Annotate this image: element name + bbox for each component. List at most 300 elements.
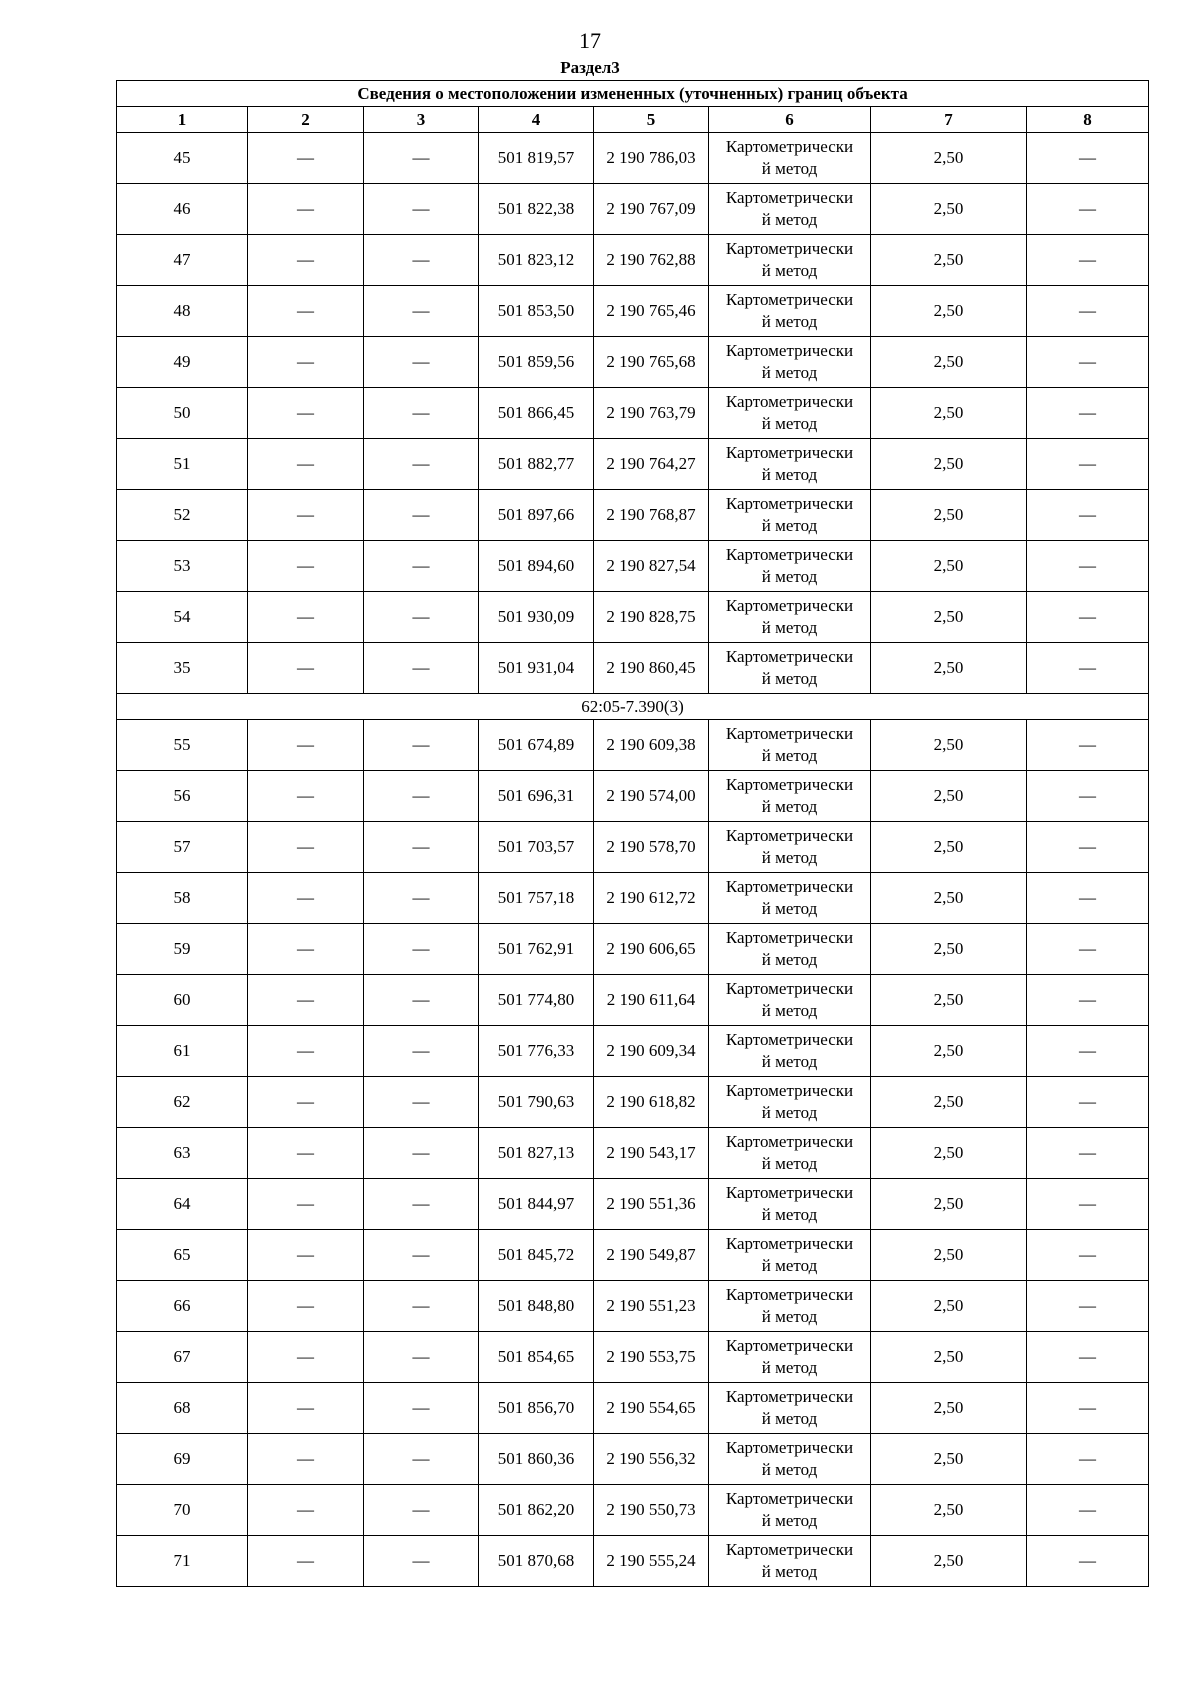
method-line-1: Картометрически [725, 494, 854, 513]
dash-cell: — [248, 771, 364, 822]
dash-cell: — [1027, 1434, 1149, 1485]
method-line-2: й метод [761, 848, 818, 867]
x-coordinate-cell: 501 848,80 [479, 1281, 594, 1332]
method-cell [709, 1128, 871, 1179]
method-line-1: Картометрически [725, 1387, 854, 1406]
table-body [117, 133, 1149, 1587]
group-label-row [117, 694, 1149, 720]
method-cell [709, 1230, 871, 1281]
method-line-2: й метод [761, 1358, 818, 1377]
dash-cell: — [248, 1026, 364, 1077]
column-header-6: 6 [709, 107, 871, 133]
method-line-1: Картометрически [725, 1183, 854, 1202]
dash-cell: — [248, 1179, 364, 1230]
x-coordinate-cell: 501 703,57 [479, 822, 594, 873]
x-coordinate-cell: 501 819,57 [479, 133, 594, 184]
table-row [117, 1536, 1149, 1587]
method-line-1: Картометрически [725, 188, 854, 207]
dash-cell: — [364, 1179, 479, 1230]
method-cell [709, 184, 871, 235]
y-coordinate-cell: 2 190 574,00 [594, 771, 709, 822]
method-line-1: Картометрически [725, 545, 854, 564]
accuracy-cell: 2,50 [871, 1332, 1027, 1383]
y-coordinate-cell: 2 190 554,65 [594, 1383, 709, 1434]
point-number-cell: 53 [117, 541, 248, 592]
method-cell [709, 592, 871, 643]
dash-cell: — [1027, 541, 1149, 592]
table-row [117, 975, 1149, 1026]
y-coordinate-cell: 2 190 612,72 [594, 873, 709, 924]
dash-cell: — [364, 592, 479, 643]
point-number-cell: 62 [117, 1077, 248, 1128]
table-row [117, 541, 1149, 592]
dash-cell: — [1027, 1230, 1149, 1281]
accuracy-cell: 2,50 [871, 1026, 1027, 1077]
x-coordinate-cell: 501 844,97 [479, 1179, 594, 1230]
table-row [117, 643, 1149, 694]
dash-cell: — [248, 1383, 364, 1434]
method-line-1: Картометрически [725, 1438, 854, 1457]
y-coordinate-cell: 2 190 765,46 [594, 286, 709, 337]
method-cell [709, 1536, 871, 1587]
accuracy-cell: 2,50 [871, 1485, 1027, 1536]
column-header-4: 4 [479, 107, 594, 133]
dash-cell: — [1027, 1128, 1149, 1179]
dash-cell: — [248, 1332, 364, 1383]
accuracy-cell: 2,50 [871, 1077, 1027, 1128]
y-coordinate-cell: 2 190 606,65 [594, 924, 709, 975]
dash-cell: — [248, 337, 364, 388]
dash-cell: — [248, 1077, 364, 1128]
dash-cell: — [248, 1281, 364, 1332]
method-line-2: й метод [761, 567, 818, 586]
dash-cell: — [364, 1434, 479, 1485]
dash-cell: — [364, 337, 479, 388]
dash-cell: — [248, 1536, 364, 1587]
table-row [117, 490, 1149, 541]
point-number-cell: 35 [117, 643, 248, 694]
x-coordinate-cell: 501 696,31 [479, 771, 594, 822]
dash-cell: — [1027, 337, 1149, 388]
dash-cell: — [364, 720, 479, 771]
method-line-1: Картометрически [725, 290, 854, 309]
method-cell [709, 439, 871, 490]
table-row [117, 1434, 1149, 1485]
method-cell [709, 1434, 871, 1485]
x-coordinate-cell: 501 862,20 [479, 1485, 594, 1536]
point-number-cell: 47 [117, 235, 248, 286]
dash-cell: — [364, 133, 479, 184]
column-header-3: 3 [364, 107, 479, 133]
dash-cell: — [248, 643, 364, 694]
dash-cell: — [364, 1332, 479, 1383]
dash-cell: — [364, 1281, 479, 1332]
method-cell [709, 643, 871, 694]
point-number-cell: 63 [117, 1128, 248, 1179]
dash-cell: — [1027, 184, 1149, 235]
dash-cell: — [248, 133, 364, 184]
x-coordinate-cell: 501 856,70 [479, 1383, 594, 1434]
method-line-1: Картометрически [725, 137, 854, 156]
table-row [117, 1383, 1149, 1434]
method-line-1: Картометрически [725, 341, 854, 360]
point-number-cell: 69 [117, 1434, 248, 1485]
table-row [117, 1281, 1149, 1332]
x-coordinate-cell: 501 882,77 [479, 439, 594, 490]
x-coordinate-cell: 501 822,38 [479, 184, 594, 235]
y-coordinate-cell: 2 190 611,64 [594, 975, 709, 1026]
method-line-1: Картометрически [725, 1285, 854, 1304]
method-line-1: Картометрически [725, 1489, 854, 1508]
dash-cell: — [1027, 1077, 1149, 1128]
y-coordinate-cell: 2 190 556,32 [594, 1434, 709, 1485]
dash-cell: — [1027, 1332, 1149, 1383]
method-line-1: Картометрически [725, 775, 854, 794]
table-row [117, 184, 1149, 235]
y-coordinate-cell: 2 190 764,27 [594, 439, 709, 490]
column-header-2: 2 [248, 107, 364, 133]
dash-cell: — [364, 975, 479, 1026]
method-cell [709, 720, 871, 771]
y-coordinate-cell: 2 190 549,87 [594, 1230, 709, 1281]
method-line-1: Картометрически [725, 1336, 854, 1355]
table-row [117, 1230, 1149, 1281]
x-coordinate-cell: 501 853,50 [479, 286, 594, 337]
dash-cell: — [1027, 822, 1149, 873]
point-number-cell: 61 [117, 1026, 248, 1077]
method-line-2: й метод [761, 414, 818, 433]
table-row [117, 1128, 1149, 1179]
x-coordinate-cell: 501 790,63 [479, 1077, 594, 1128]
dash-cell: — [1027, 873, 1149, 924]
method-line-1: Картометрически [725, 443, 854, 462]
x-coordinate-cell: 501 931,04 [479, 643, 594, 694]
y-coordinate-cell: 2 190 543,17 [594, 1128, 709, 1179]
point-number-cell: 71 [117, 1536, 248, 1587]
point-number-cell: 70 [117, 1485, 248, 1536]
point-number-cell: 54 [117, 592, 248, 643]
dash-cell: — [364, 490, 479, 541]
method-line-2: й метод [761, 618, 818, 637]
x-coordinate-cell: 501 762,91 [479, 924, 594, 975]
method-cell [709, 337, 871, 388]
dash-cell: — [1027, 771, 1149, 822]
dash-cell: — [1027, 924, 1149, 975]
y-coordinate-cell: 2 190 786,03 [594, 133, 709, 184]
point-number-cell: 52 [117, 490, 248, 541]
x-coordinate-cell: 501 930,09 [479, 592, 594, 643]
point-number-cell: 59 [117, 924, 248, 975]
dash-cell: — [248, 592, 364, 643]
method-line-2: й метод [761, 1154, 818, 1173]
method-line-2: й метод [761, 261, 818, 280]
y-coordinate-cell: 2 190 828,75 [594, 592, 709, 643]
x-coordinate-cell: 501 823,12 [479, 235, 594, 286]
table-row [117, 771, 1149, 822]
y-coordinate-cell: 2 190 827,54 [594, 541, 709, 592]
accuracy-cell: 2,50 [871, 1281, 1027, 1332]
dash-cell: — [364, 873, 479, 924]
x-coordinate-cell: 501 870,68 [479, 1536, 594, 1587]
method-cell [709, 822, 871, 873]
boundary-coordinates-table [116, 80, 1149, 1587]
accuracy-cell: 2,50 [871, 1536, 1027, 1587]
method-cell [709, 771, 871, 822]
method-line-1: Картометрически [725, 979, 854, 998]
method-line-1: Картометрически [725, 724, 854, 743]
dash-cell: — [248, 235, 364, 286]
method-line-2: й метод [761, 312, 818, 331]
accuracy-cell: 2,50 [871, 1128, 1027, 1179]
y-coordinate-cell: 2 190 767,09 [594, 184, 709, 235]
y-coordinate-cell: 2 190 553,75 [594, 1332, 709, 1383]
accuracy-cell: 2,50 [871, 643, 1027, 694]
dash-cell: — [248, 1230, 364, 1281]
method-line-2: й метод [761, 1511, 818, 1530]
table-row [117, 822, 1149, 873]
dash-cell: — [364, 541, 479, 592]
point-number-cell: 55 [117, 720, 248, 771]
method-cell [709, 1077, 871, 1128]
dash-cell: — [248, 873, 364, 924]
accuracy-cell: 2,50 [871, 286, 1027, 337]
method-cell [709, 490, 871, 541]
method-line-2: й метод [761, 1562, 818, 1581]
table-caption: Сведения о местоположении измененных (уточненных) границ объекта [117, 81, 1149, 107]
dash-cell: — [248, 439, 364, 490]
column-header-row [117, 107, 1149, 133]
method-cell [709, 1026, 871, 1077]
y-coordinate-cell: 2 190 763,79 [594, 388, 709, 439]
x-coordinate-cell: 501 894,60 [479, 541, 594, 592]
method-line-2: й метод [761, 1460, 818, 1479]
method-line-2: й метод [761, 1205, 818, 1224]
column-header-7: 7 [871, 107, 1027, 133]
method-line-1: Картометрически [725, 1081, 854, 1100]
dash-cell: — [248, 924, 364, 975]
accuracy-cell: 2,50 [871, 924, 1027, 975]
dash-cell: — [364, 184, 479, 235]
point-number-cell: 64 [117, 1179, 248, 1230]
method-line-2: й метод [761, 516, 818, 535]
accuracy-cell: 2,50 [871, 490, 1027, 541]
method-line-1: Картометрически [725, 928, 854, 947]
method-line-1: Картометрически [725, 239, 854, 258]
dash-cell: — [364, 235, 479, 286]
dash-cell: — [364, 1485, 479, 1536]
method-line-2: й метод [761, 1256, 818, 1275]
y-coordinate-cell: 2 190 609,38 [594, 720, 709, 771]
accuracy-cell: 2,50 [871, 337, 1027, 388]
dash-cell: — [364, 643, 479, 694]
method-cell [709, 1332, 871, 1383]
dash-cell: — [364, 1230, 479, 1281]
dash-cell: — [1027, 133, 1149, 184]
accuracy-cell: 2,50 [871, 541, 1027, 592]
accuracy-cell: 2,50 [871, 1434, 1027, 1485]
accuracy-cell: 2,50 [871, 771, 1027, 822]
table-row [117, 439, 1149, 490]
method-cell [709, 975, 871, 1026]
x-coordinate-cell: 501 845,72 [479, 1230, 594, 1281]
dash-cell: — [364, 439, 479, 490]
table-row [117, 873, 1149, 924]
method-cell [709, 286, 871, 337]
accuracy-cell: 2,50 [871, 439, 1027, 490]
method-line-1: Картометрически [725, 1540, 854, 1559]
dash-cell: — [364, 1383, 479, 1434]
dash-cell: — [1027, 1485, 1149, 1536]
y-coordinate-cell: 2 190 609,34 [594, 1026, 709, 1077]
dash-cell: — [1027, 975, 1149, 1026]
dash-cell: — [1027, 1536, 1149, 1587]
table-row [117, 1485, 1149, 1536]
dash-cell: — [248, 184, 364, 235]
column-header-5: 5 [594, 107, 709, 133]
method-line-2: й метод [761, 1052, 818, 1071]
section-title: Раздел3 [560, 58, 620, 77]
point-number-cell: 66 [117, 1281, 248, 1332]
table-caption-row [117, 81, 1149, 107]
dash-cell: — [364, 388, 479, 439]
method-line-2: й метод [761, 669, 818, 688]
accuracy-cell: 2,50 [871, 822, 1027, 873]
method-line-1: Картометрически [725, 877, 854, 896]
method-line-2: й метод [761, 210, 818, 229]
method-cell [709, 133, 871, 184]
dash-cell: — [248, 388, 364, 439]
method-line-1: Картометрически [725, 1234, 854, 1253]
accuracy-cell: 2,50 [871, 1383, 1027, 1434]
method-line-2: й метод [761, 797, 818, 816]
accuracy-cell: 2,50 [871, 1179, 1027, 1230]
table-row [117, 1332, 1149, 1383]
dash-cell: — [1027, 720, 1149, 771]
method-line-2: й метод [761, 1409, 818, 1428]
x-coordinate-cell: 501 774,80 [479, 975, 594, 1026]
x-coordinate-cell: 501 757,18 [479, 873, 594, 924]
y-coordinate-cell: 2 190 768,87 [594, 490, 709, 541]
point-number-cell: 50 [117, 388, 248, 439]
x-coordinate-cell: 501 859,56 [479, 337, 594, 388]
dash-cell: — [1027, 286, 1149, 337]
method-line-2: й метод [761, 1001, 818, 1020]
point-number-cell: 68 [117, 1383, 248, 1434]
dash-cell: — [1027, 1281, 1149, 1332]
method-line-2: й метод [761, 363, 818, 382]
dash-cell: — [248, 822, 364, 873]
y-coordinate-cell: 2 190 762,88 [594, 235, 709, 286]
method-line-1: Картометрически [725, 1030, 854, 1049]
dash-cell: — [248, 286, 364, 337]
dash-cell: — [364, 771, 479, 822]
method-cell [709, 541, 871, 592]
dash-cell: — [248, 1485, 364, 1536]
method-cell [709, 1281, 871, 1332]
point-number-cell: 56 [117, 771, 248, 822]
point-number-cell: 45 [117, 133, 248, 184]
accuracy-cell: 2,50 [871, 235, 1027, 286]
dash-cell: — [1027, 439, 1149, 490]
method-cell [709, 388, 871, 439]
y-coordinate-cell: 2 190 578,70 [594, 822, 709, 873]
accuracy-cell: 2,50 [871, 184, 1027, 235]
page-number: 17 [579, 28, 601, 53]
y-coordinate-cell: 2 190 551,23 [594, 1281, 709, 1332]
dash-cell: — [248, 490, 364, 541]
dash-cell: — [364, 1536, 479, 1587]
point-number-cell: 58 [117, 873, 248, 924]
accuracy-cell: 2,50 [871, 720, 1027, 771]
dash-cell: — [1027, 235, 1149, 286]
dash-cell: — [248, 975, 364, 1026]
point-number-cell: 49 [117, 337, 248, 388]
dash-cell: — [364, 1026, 479, 1077]
method-line-2: й метод [761, 1307, 818, 1326]
method-line-2: й метод [761, 465, 818, 484]
table-row [117, 720, 1149, 771]
accuracy-cell: 2,50 [871, 388, 1027, 439]
x-coordinate-cell: 501 860,36 [479, 1434, 594, 1485]
method-line-1: Картометрически [725, 596, 854, 615]
method-cell [709, 1179, 871, 1230]
table-row [117, 388, 1149, 439]
table-row [117, 1077, 1149, 1128]
method-cell [709, 235, 871, 286]
dash-cell: — [248, 541, 364, 592]
method-line-2: й метод [761, 899, 818, 918]
method-line-1: Картометрически [725, 826, 854, 845]
dash-cell: — [248, 1434, 364, 1485]
x-coordinate-cell: 501 674,89 [479, 720, 594, 771]
method-cell [709, 1383, 871, 1434]
accuracy-cell: 2,50 [871, 133, 1027, 184]
point-number-cell: 65 [117, 1230, 248, 1281]
method-cell [709, 924, 871, 975]
point-number-cell: 57 [117, 822, 248, 873]
dash-cell: — [364, 924, 479, 975]
y-coordinate-cell: 2 190 765,68 [594, 337, 709, 388]
table-row [117, 235, 1149, 286]
column-header-8: 8 [1027, 107, 1149, 133]
table-row [117, 286, 1149, 337]
accuracy-cell: 2,50 [871, 873, 1027, 924]
column-header-1: 1 [117, 107, 248, 133]
y-coordinate-cell: 2 190 551,36 [594, 1179, 709, 1230]
table-row [117, 337, 1149, 388]
dash-cell: — [1027, 490, 1149, 541]
point-number-cell: 67 [117, 1332, 248, 1383]
table-row [117, 1026, 1149, 1077]
method-line-2: й метод [761, 950, 818, 969]
dash-cell: — [1027, 643, 1149, 694]
dash-cell: — [1027, 388, 1149, 439]
table-row [117, 592, 1149, 643]
cadastral-number-label: 62:05-7.390(3) [117, 694, 1149, 720]
method-line-2: й метод [761, 1103, 818, 1122]
y-coordinate-cell: 2 190 550,73 [594, 1485, 709, 1536]
point-number-cell: 46 [117, 184, 248, 235]
method-line-1: Картометрически [725, 1132, 854, 1151]
x-coordinate-cell: 501 776,33 [479, 1026, 594, 1077]
accuracy-cell: 2,50 [871, 592, 1027, 643]
method-cell [709, 1485, 871, 1536]
accuracy-cell: 2,50 [871, 1230, 1027, 1281]
method-line-2: й метод [761, 159, 818, 178]
dash-cell: — [248, 720, 364, 771]
method-line-2: й метод [761, 746, 818, 765]
y-coordinate-cell: 2 190 618,82 [594, 1077, 709, 1128]
